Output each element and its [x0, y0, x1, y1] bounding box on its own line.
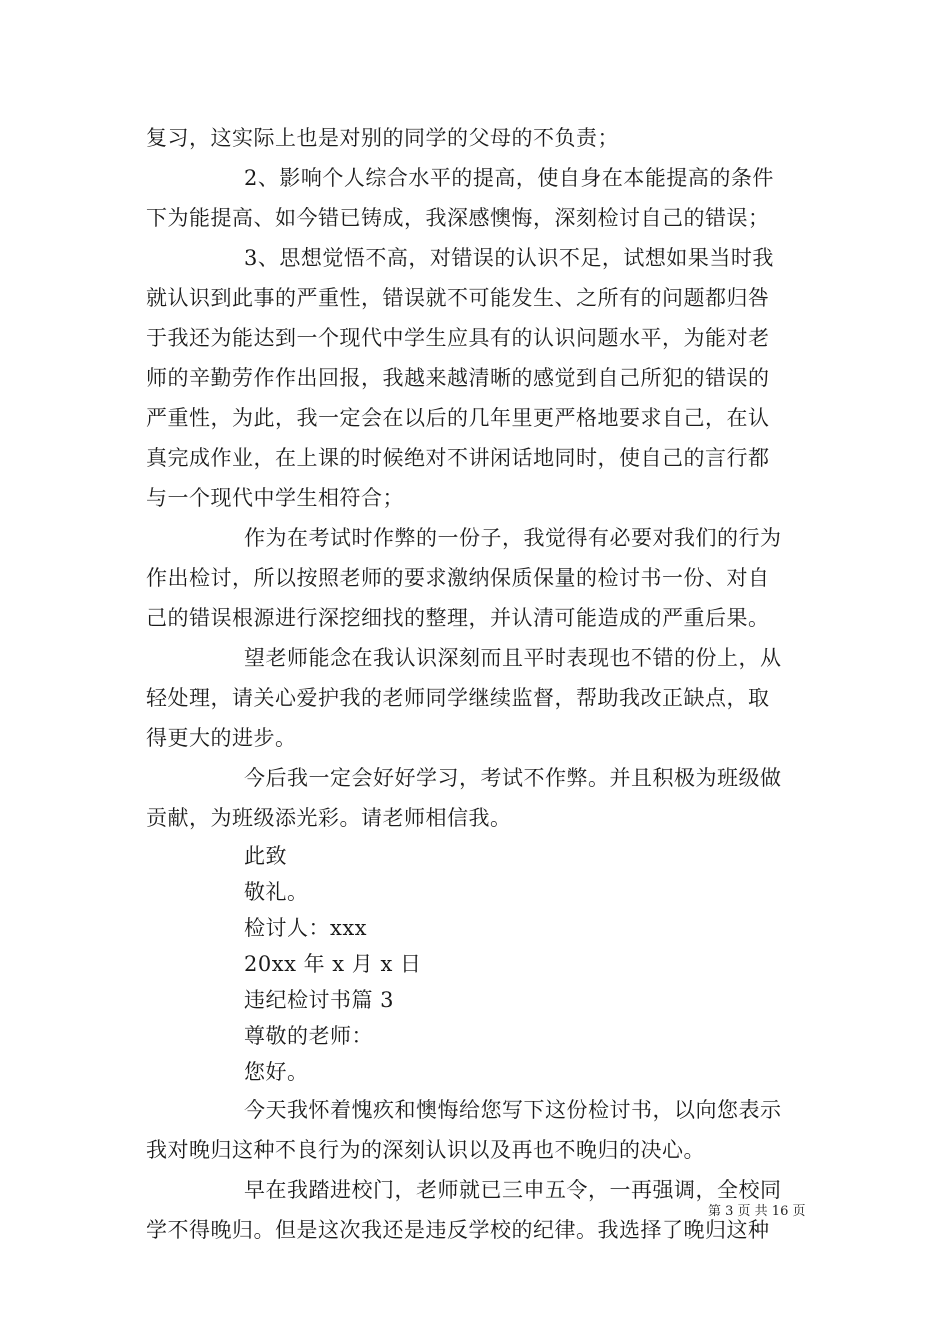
signature-date: 20xx 年 x 月 x 日 [244, 952, 422, 976]
text-line: 于我还为能达到一个现代中学生应具有的认识问题水平，为能对老 [146, 326, 770, 350]
text-line: 下为能提高、如今错已铸成，我深感懊悔，深刻检讨自己的错误； [146, 206, 770, 230]
text-line: 就认识到此事的严重性，错误就不可能发生、之所有的问题都归咎 [146, 286, 770, 310]
text-line: 今天我怀着愧疚和懊悔给您写下这份检讨书，以向您表示 [244, 1098, 782, 1122]
text-line: 早在我踏进校门，老师就已三申五令，一再强调，全校同 [244, 1178, 782, 1202]
text-line: 复习，这实际上也是对别的同学的父母的不负责； [146, 126, 619, 150]
text-line: 严重性，为此，我一定会在以后的几年里更严格地要求自己，在认 [146, 406, 770, 430]
text-line: 2、影响个人综合水平的提高，使自身在本能提高的条件 [244, 166, 774, 190]
text-line: 得更大的进步。 [146, 726, 297, 750]
text-line: 作出检讨，所以按照老师的要求激纳保质保量的检讨书一份、对自 [146, 566, 770, 590]
text-line: 学不得晚归。但是这次我还是违反学校的纪律。我选择了晚归这种 [146, 1218, 770, 1242]
text-line: 与一个现代中学生相符合； [146, 486, 404, 510]
text-line: 己的错误根源进行深挖细找的整理，并认清可能造成的严重后果。 [146, 606, 770, 630]
section-heading: 违纪检讨书篇 3 [244, 988, 395, 1012]
document-body [146, 118, 806, 1250]
signature-author: 检讨人：xxx [244, 916, 368, 940]
text-line: 今后我一定会好好学习，考试不作弊。并且积极为班级做 [244, 766, 782, 790]
text-line: 望老师能念在我认识深刻而且平时表现也不错的份上，从 [244, 646, 782, 670]
closing-salutation: 此致 [244, 844, 287, 868]
text-line: 贡献，为班级添光彩。请老师相信我。 [146, 806, 512, 830]
greeting-line: 尊敬的老师： [244, 1024, 373, 1048]
greeting-line: 您好。 [244, 1060, 309, 1084]
closing-regards: 敬礼。 [244, 880, 309, 904]
text-line: 真完成作业，在上课的时候绝对不讲闲话地同时，使自己的言行都 [146, 446, 770, 470]
text-line: 3、思想觉悟不高，对错误的认识不足，试想如果当时我 [244, 246, 774, 270]
page-number-footer: 第 3 页 共 16 页 [708, 1204, 806, 1219]
text-line: 师的辛勤劳作作出回报，我越来越清晰的感觉到自己所犯的错误的 [146, 366, 770, 390]
text-line: 作为在考试时作弊的一份子，我觉得有必要对我们的行为 [244, 526, 782, 550]
text-line: 我对晚归这种不良行为的深刻认识以及再也不晚归的决心。 [146, 1138, 705, 1162]
text-line: 轻处理，请关心爱护我的老师同学继续监督，帮助我改正缺点，取 [146, 686, 770, 710]
